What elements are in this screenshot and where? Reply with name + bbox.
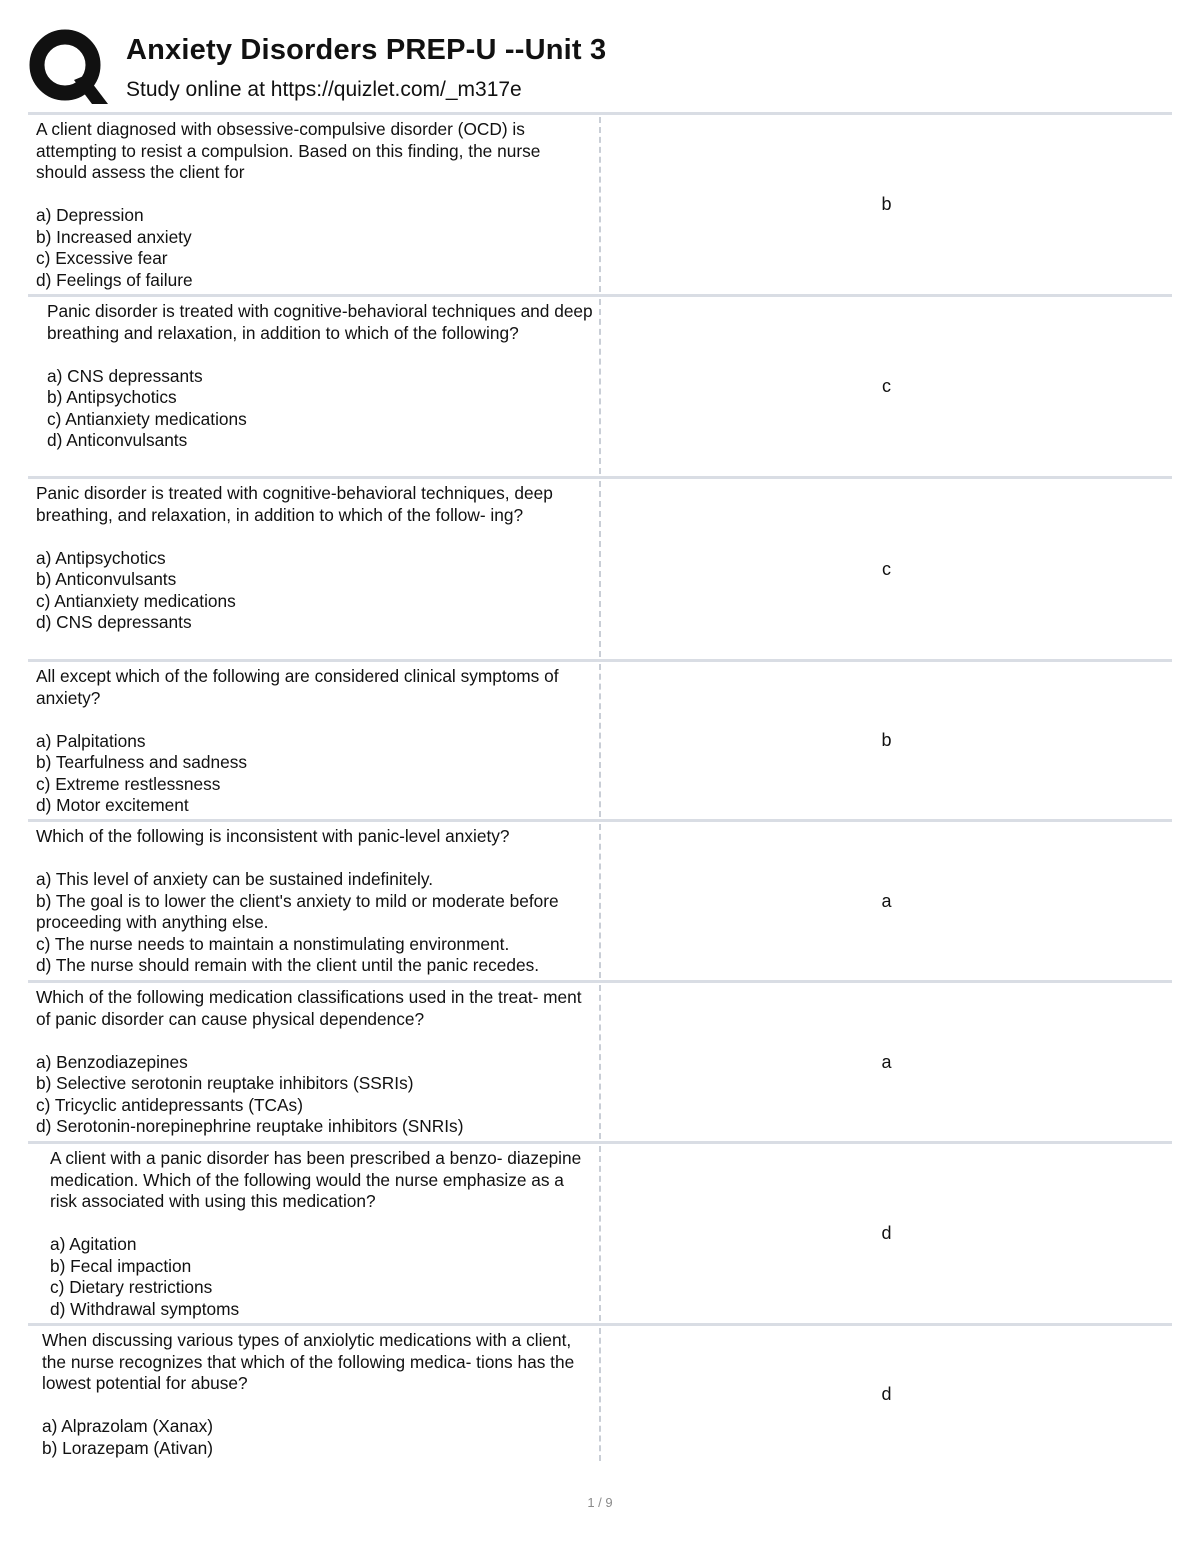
- answer-text: a: [881, 890, 892, 911]
- flashcard-row: [28, 112, 1172, 294]
- quizlet-q-logo-icon: [28, 28, 108, 108]
- flashcard-row: [28, 659, 1172, 819]
- question-text: A client with a panic disorder has been prescribed a benzo- diazepine medication. Which of the following would the nurse emphasize as a risk associated with using this medication? a) Agitation b) Fecal impaction c) Dietary restrictions d) Withdrawal symptoms: [50, 1148, 582, 1319]
- flashcard-row: [28, 1141, 1172, 1323]
- flashcard-list: [28, 112, 1172, 1463]
- answer-text: d: [881, 1223, 892, 1243]
- flashcard-row: [28, 476, 1172, 659]
- answer-text: c: [882, 558, 891, 579]
- study-online-link[interactable]: Study online at https://quizlet.com/_m317e: [126, 78, 522, 101]
- flashcard-row: [28, 1323, 1172, 1463]
- answer-text: a: [881, 1051, 892, 1072]
- page-header: [28, 26, 1178, 112]
- question-text: Which of the following medication classifications used in the treat- ment of panic disorder can cause physical dependence? a) Benzodiazepines b) Selective serotonin reuptake inhibitors (SSRIs) c) Tricyclic antidepressants (TCAs) d) Serotonin-norepinephrine reuptake inhibitors (SNRIs): [36, 987, 582, 1136]
- answer-text: b: [881, 730, 892, 750]
- flashcard-row: [28, 819, 1172, 980]
- question-text: Panic disorder is treated with cognitive-behavioral techniques, deep breathing, and relaxation, in addition to which of the follow- ing? a) Antipsychotics b) Anticonvulsants c) Antianxiety medications d) CNS depressants: [36, 483, 553, 632]
- question-text: Panic disorder is treated with cognitive-behavioral techniques and deep breathing and relaxation, in addition to which of the following? a) CNS depressants b) Antipsychotics c) Antianxiety medications d) Anticonvulsants: [47, 301, 593, 450]
- page-number: 1 / 9: [587, 1495, 613, 1510]
- answer-text: b: [881, 194, 892, 214]
- answer-text: c: [882, 376, 891, 396]
- answer-text: d: [881, 1384, 892, 1404]
- question-text: A client diagnosed with obsessive-compulsive disorder (OCD) is attempting to resist a compulsion. Based on this finding, the nurse should assess the client for a) Depression b) Increased anxiety c) Excessive fear d) Feelings of failure: [36, 119, 541, 290]
- page-title: Anxiety Disorders PREP-U --Unit 3: [126, 34, 607, 66]
- question-text: Which of the following is inconsistent with panic-level anxiety? a) This level of anxiety can be sustained indefinitely. b) The goal is to lower the client's anxiety to mild or moderate before proceeding with anything else. c) The nurse needs to maintain a nonstimulating environment. d) The nurse should remain with the client until the panic recedes.: [36, 826, 559, 975]
- question-text: When discussing various types of anxiolytic medications with a client, the nurse recognizes that which of the following medica- tions has the lowest potential for abuse? a) Alprazolam (Xanax) b) Lorazepam (Ativan): [42, 1330, 575, 1458]
- flashcard-row: [28, 980, 1172, 1141]
- flashcard-row: [28, 294, 1172, 476]
- question-text: All except which of the following are considered clinical symptoms of anxiety? a) Palpitations b) Tearfulness and sadness c) Extreme restlessness d) Motor excitement: [36, 666, 559, 815]
